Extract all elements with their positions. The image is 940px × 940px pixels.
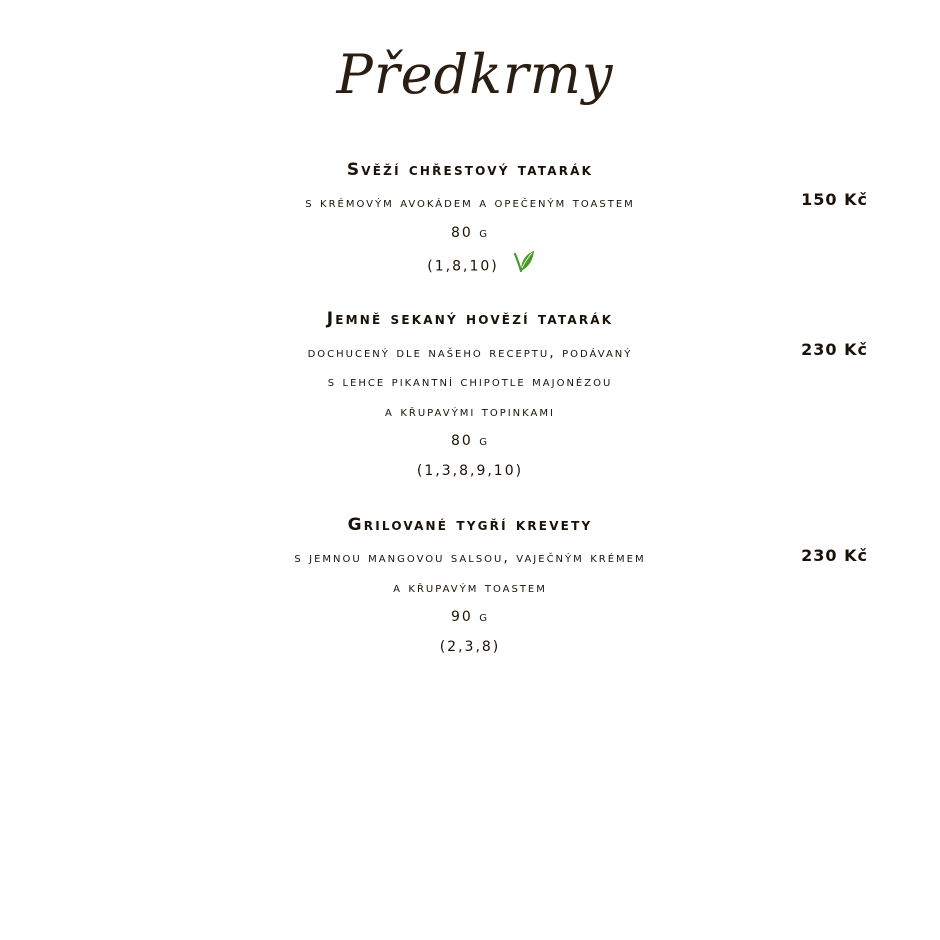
item-price: 230 Kč [801,546,868,565]
item-weight: 80 g [450,433,489,449]
item-description: s krémovým avokádem a opečeným toastem [305,195,635,211]
item-name: Jemně sekaný hovězí tatarák [326,309,614,329]
item-weight: 80 g [450,225,489,241]
item-price: 230 Kč [801,340,868,359]
leaf-icon [509,248,535,281]
item-allergens: (2,3,8) [439,639,501,655]
item-name: Svěží chřestový tatarák [346,160,594,180]
page-title: Předkrmy [336,43,614,106]
item-description: s jemnou mangovou salsou, vaječným krémem [294,550,646,566]
item-weight: 90 g [450,609,489,625]
item-description: s lehce pikantní chipotle majonézou [327,374,613,390]
item-allergens: (1,8,10) [427,258,499,275]
item-allergens-row [0,252,940,274]
item-description: a křupavými topinkami [385,404,555,420]
item-price: 150 Kč [801,190,868,209]
item-description: dochucený dle našeho receptu, podávaný [307,345,633,361]
item-description: a křupavým toastem [393,580,547,596]
item-name: Grilované tygří krevety [347,515,593,535]
item-allergens: (1,3,8,9,10) [416,463,524,479]
